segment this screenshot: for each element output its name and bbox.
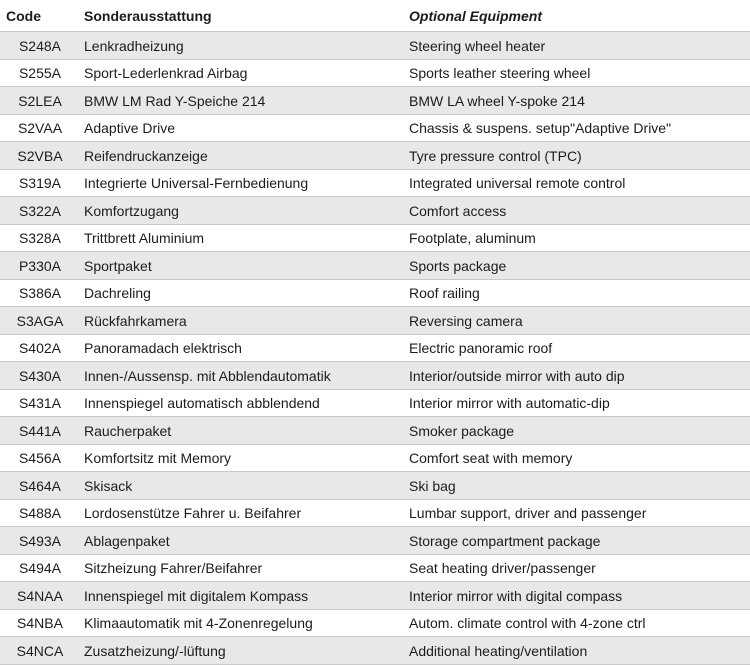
german-cell: Sport-Lederlenkrad Airbag	[84, 65, 248, 82]
table-row	[0, 307, 750, 335]
german-cell: Ablagenpaket	[84, 532, 170, 549]
german-cell: Integrierte Universal-Fernbedienung	[84, 175, 309, 192]
english-cell: Seat heating driver/passenger	[409, 560, 596, 577]
german-cell: Lordosenstütze Fahrer u. Beifahrer	[84, 505, 302, 522]
english-cell: Comfort access	[409, 202, 507, 219]
german-cell: BMW LM Rad Y-Speiche 214	[84, 92, 266, 109]
english-cell: Smoker package	[409, 422, 515, 439]
table-row	[0, 362, 750, 390]
english-cell: Electric panoramic roof	[409, 340, 553, 357]
english-cell: Interior/outside mirror with auto dip	[409, 367, 625, 384]
english-cell: Interior mirror with automatic-dip	[409, 395, 610, 412]
table-row	[0, 32, 750, 60]
german-cell: Rückfahrkamera	[84, 312, 187, 329]
code-cell: S402A	[18, 340, 62, 357]
code-cell: S4NAA	[17, 587, 63, 604]
table-row	[0, 170, 750, 198]
english-cell: Interior mirror with digital compass	[409, 587, 623, 604]
table-row	[0, 225, 750, 253]
table-row	[0, 197, 750, 225]
english-cell: Sports package	[409, 257, 507, 274]
row-divider	[0, 664, 750, 665]
code-cell: S319A	[18, 175, 62, 192]
table-row	[0, 335, 750, 363]
code-cell: S4NBA	[17, 615, 63, 632]
table-row	[0, 445, 750, 473]
german-cell: Zusatzheizung/-lüftung	[84, 642, 226, 659]
german-cell: Skisack	[84, 477, 133, 494]
table-row	[0, 637, 750, 665]
code-cell: S3AGA	[16, 312, 64, 329]
table-row	[0, 390, 750, 418]
table-header	[0, 0, 750, 32]
code-cell: S493A	[18, 532, 62, 549]
english-cell: Integrated universal remote control	[409, 175, 626, 192]
header-code: Code	[6, 8, 41, 24]
english-cell: Storage compartment package	[409, 532, 601, 549]
english-cell: Ski bag	[409, 477, 456, 494]
code-cell: S488A	[18, 505, 62, 522]
table-row	[0, 60, 750, 88]
code-cell: S2VBA	[17, 147, 63, 164]
code-cell: S386A	[18, 285, 62, 302]
english-cell: Chassis & suspens. setup"Adaptive Drive"	[409, 120, 672, 137]
table-row	[0, 527, 750, 555]
code-cell: S2VAA	[17, 120, 63, 137]
code-cell: S494A	[18, 560, 62, 577]
english-cell: Footplate, aluminum	[409, 230, 536, 247]
english-cell: Roof railing	[409, 285, 480, 302]
code-cell: P330A	[18, 257, 62, 274]
code-cell: S430A	[18, 367, 62, 384]
german-cell: Klimaautomatik mit 4-Zonenregelung	[84, 615, 313, 632]
german-cell: Sitzheizung Fahrer/Beifahrer	[84, 560, 263, 577]
table-row	[0, 87, 750, 115]
german-cell: Dachreling	[84, 285, 151, 302]
german-cell: Panoramadach elektrisch	[84, 340, 242, 357]
english-cell: Reversing camera	[409, 312, 523, 329]
code-cell: S464A	[18, 477, 62, 494]
header-german: Sonderausstattung	[84, 8, 212, 24]
english-cell: Lumbar support, driver and passenger	[409, 505, 647, 522]
header-divider	[0, 31, 750, 32]
table-row	[0, 472, 750, 500]
german-cell: Sportpaket	[84, 257, 152, 274]
german-cell: Komfortzugang	[84, 202, 179, 219]
table-row	[0, 142, 750, 170]
code-cell: S328A	[18, 230, 62, 247]
code-cell: S322A	[18, 202, 62, 219]
english-cell: Steering wheel heater	[409, 37, 546, 54]
english-cell: Tyre pressure control (TPC)	[409, 147, 582, 164]
german-cell: Raucherpaket	[84, 422, 172, 439]
german-cell: Reifendruckanzeige	[84, 147, 208, 164]
header-english: Optional Equipment	[409, 8, 542, 24]
english-cell: Autom. climate control with 4-zone ctrl	[409, 615, 646, 632]
german-cell: Trittbrett Aluminium	[84, 230, 205, 247]
code-cell: S4NCA	[16, 642, 64, 659]
table-row	[0, 500, 750, 528]
table-row	[0, 582, 750, 610]
table-row	[0, 555, 750, 583]
table-row	[0, 610, 750, 638]
german-cell: Komfortsitz mit Memory	[84, 450, 232, 467]
table-row	[0, 115, 750, 143]
table-row	[0, 280, 750, 308]
german-cell: Adaptive Drive	[84, 120, 176, 137]
table-row	[0, 417, 750, 445]
code-cell: S441A	[18, 422, 62, 439]
code-cell: S255A	[18, 65, 62, 82]
code-cell: S2LEA	[18, 92, 62, 109]
table-row	[0, 252, 750, 280]
code-cell: S248A	[18, 37, 62, 54]
english-cell: Comfort seat with memory	[409, 450, 573, 467]
german-cell: Innenspiegel automatisch abblendend	[84, 395, 320, 412]
german-cell: Innenspiegel mit digitalem Kompass	[84, 587, 309, 604]
german-cell: Innen-/Aussensp. mit Abblendautomatik	[84, 367, 331, 384]
english-cell: Sports leather steering wheel	[409, 65, 591, 82]
english-cell: BMW LA wheel Y-spoke 214	[409, 92, 585, 109]
code-cell: S456A	[18, 450, 62, 467]
german-cell: Lenkradheizung	[84, 37, 184, 54]
english-cell: Additional heating/ventilation	[409, 642, 588, 659]
code-cell: S431A	[18, 395, 62, 412]
